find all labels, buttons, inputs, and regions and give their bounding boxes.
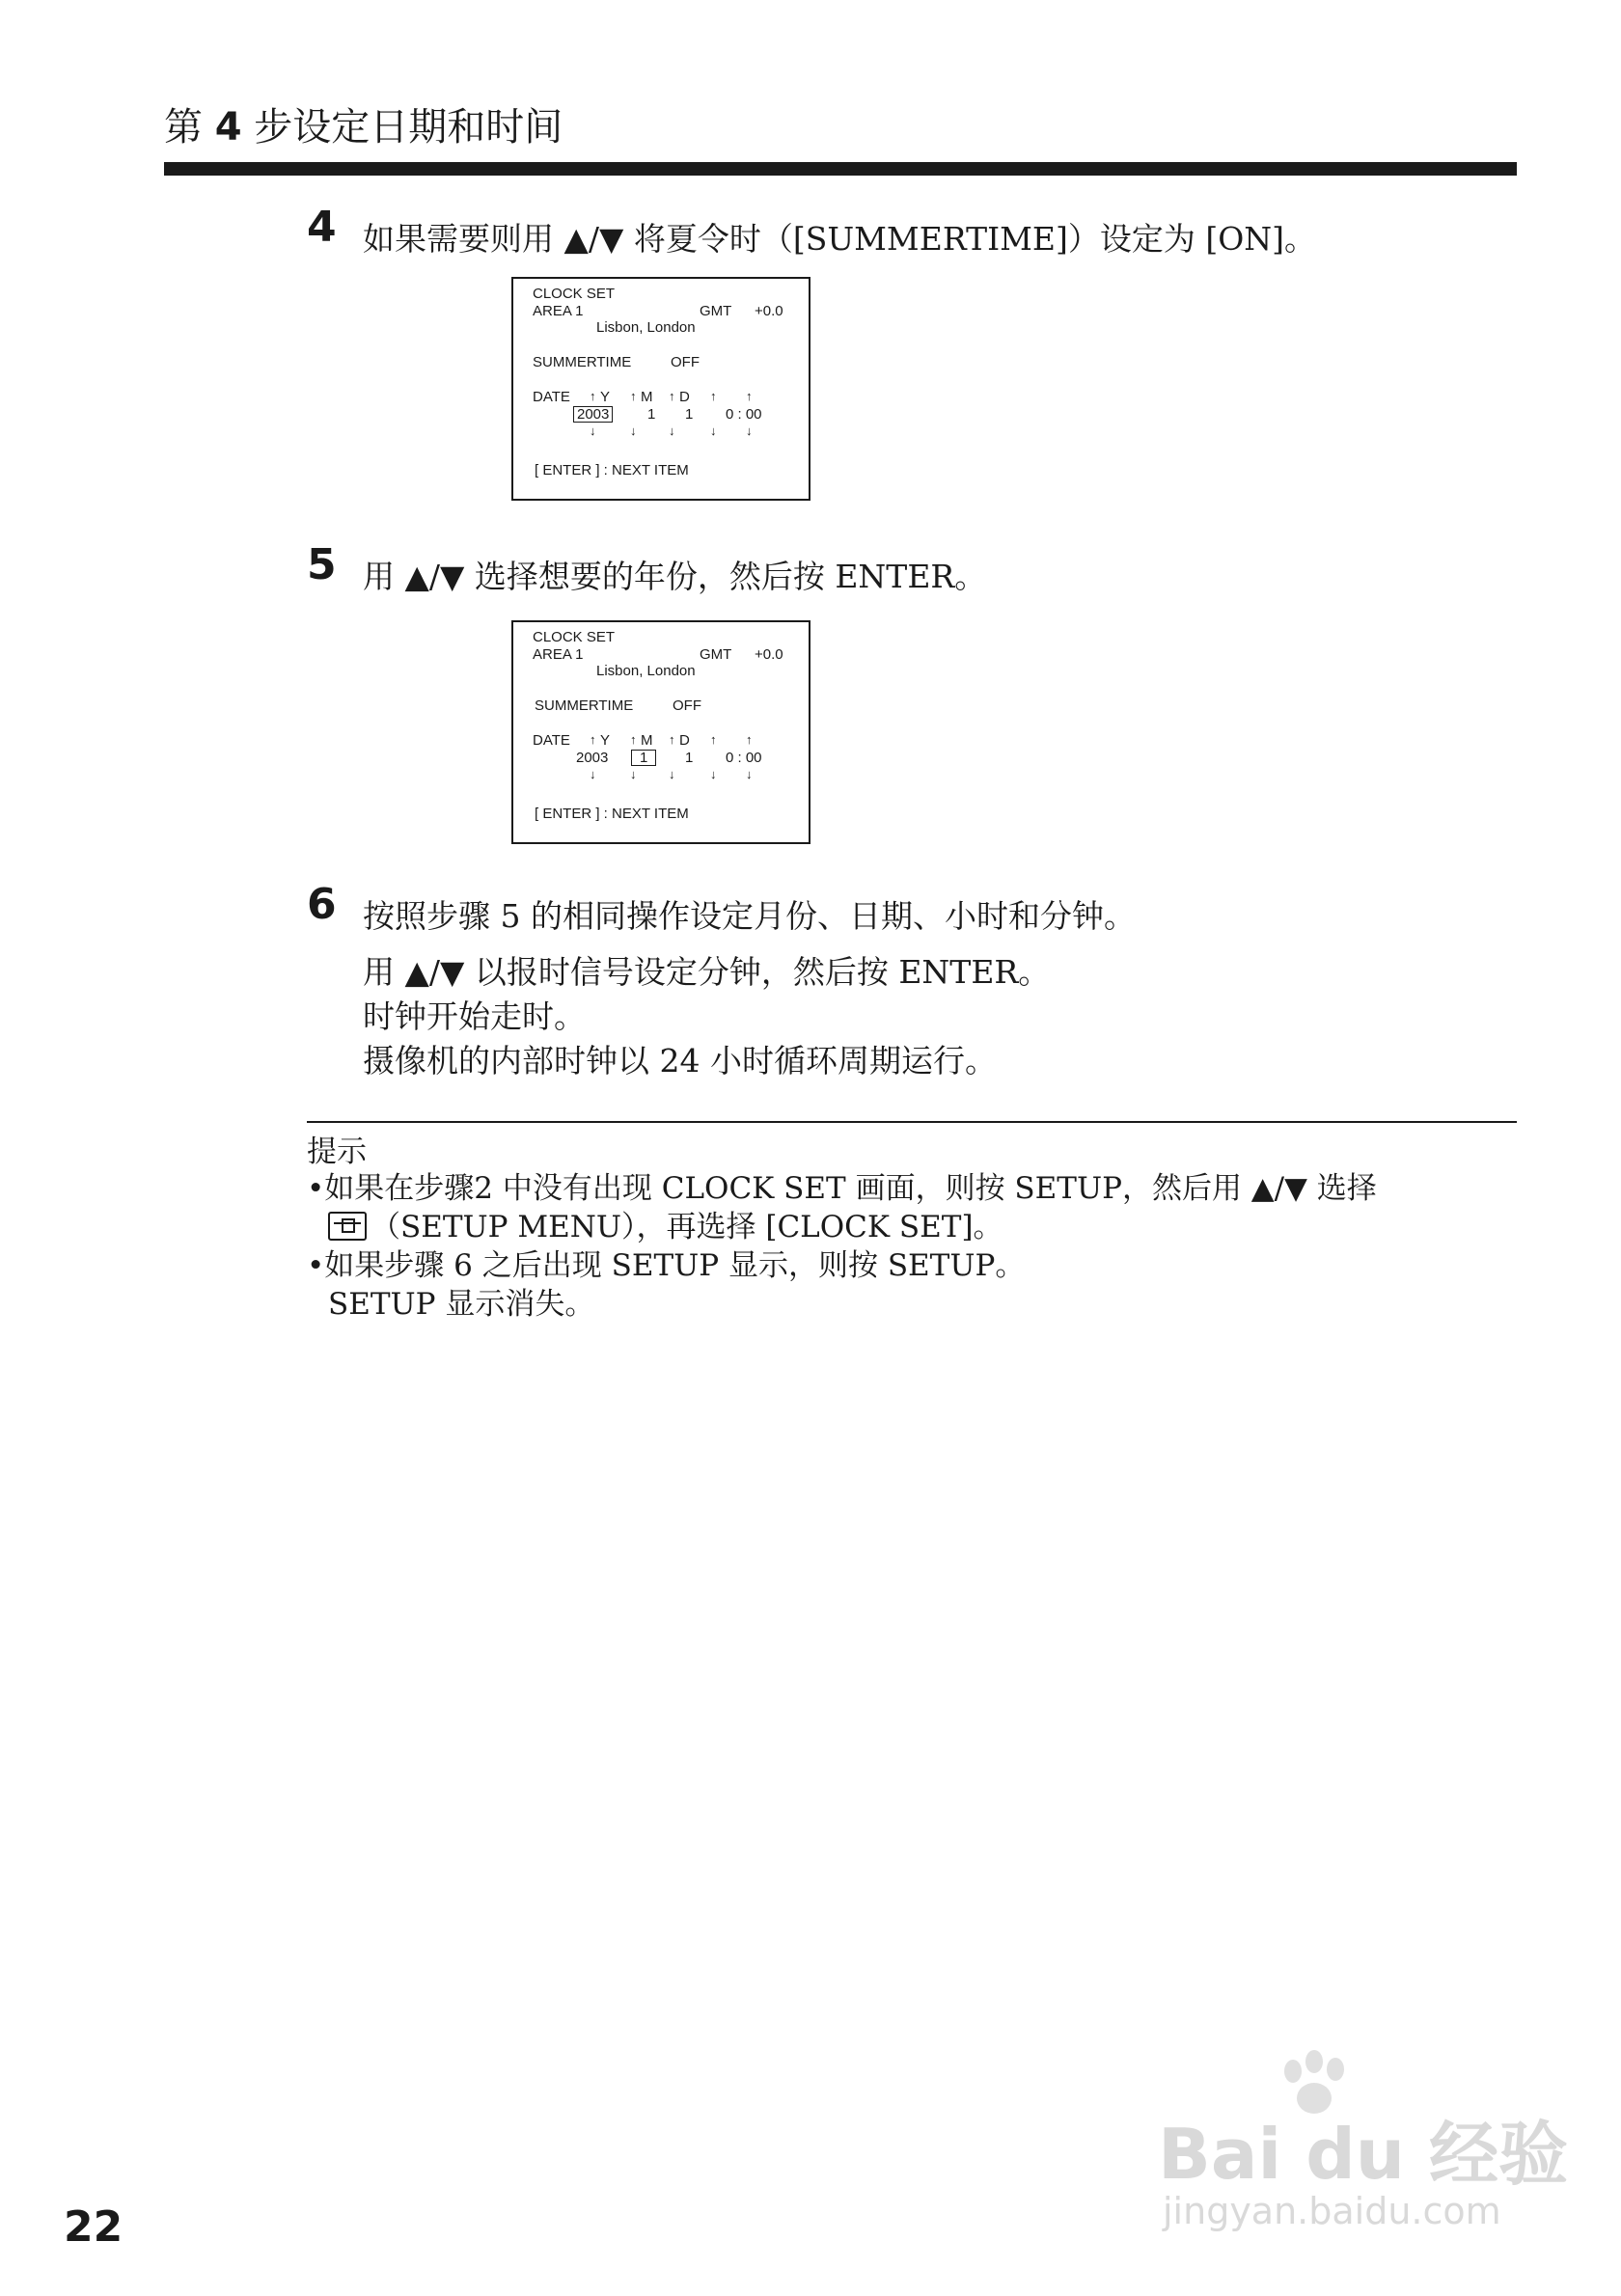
day-down-arrow-icon: ↓ [669, 767, 675, 781]
year-up-arrow-icon: ↑ [590, 732, 596, 747]
clock-set-screen-1 [511, 277, 810, 501]
step-6-number: 6 [307, 880, 337, 929]
tip-1-line-1: 如果在步骤2 中没有出现 CLOCK SET 画面，则按 SETUP，然后用 ▲/▼ 选择 [324, 1171, 1377, 1206]
screen-month-value: 1 [647, 406, 656, 423]
title-prefix: 第 [164, 105, 203, 150]
screen-summertime-value: OFF [671, 354, 700, 370]
tip-2-line-1: 如果步骤 6 之后出现 SETUP 显示，则按 SETUP。 [324, 1248, 1026, 1283]
screen-footer: [ ENTER ] : NEXT ITEM [535, 462, 689, 478]
minute-up-arrow-icon: ↑ [746, 389, 753, 403]
screen-year-label: Y [600, 389, 611, 405]
tip-1 [307, 1163, 1377, 1207]
month-down-arrow-icon: ↓ [630, 767, 637, 781]
step-6-text: 按照步骤 5 的相同操作设定月份、日期、小时和分钟。 [363, 897, 1136, 935]
tip-2-bullet: • [307, 1248, 325, 1283]
screen-time-value: 0 : 00 [726, 750, 762, 766]
screen-offset: +0.0 [755, 303, 783, 319]
step-6-line-2: 时钟开始走时。 [363, 998, 586, 1035]
minute-down-arrow-icon: ↓ [746, 767, 753, 781]
screen-month-label: M [641, 732, 653, 749]
minute-up-arrow-icon: ↑ [746, 732, 753, 747]
month-up-arrow-icon: ↑ [630, 732, 637, 747]
year-down-arrow-icon: ↓ [590, 424, 596, 438]
screen-year-value-selected: 2003 [573, 406, 613, 423]
screen-gmt: GMT [700, 646, 732, 663]
title-suffix: 步设定日期和时间 [254, 105, 563, 150]
page-number: 22 [64, 2202, 124, 2252]
screen-month-label: M [641, 389, 653, 405]
step-4-number: 4 [307, 203, 337, 252]
year-down-arrow-icon: ↓ [590, 767, 596, 781]
screen-city: Lisbon, London [596, 663, 696, 679]
screen-time-value: 0 : 00 [726, 406, 762, 423]
screen-summertime-label: SUMMERTIME [535, 697, 634, 714]
hour-down-arrow-icon: ↓ [710, 767, 717, 781]
screen-area: AREA 1 [533, 303, 584, 319]
step-6-line-1: 用 ▲/▼ 以报时信号设定分钟，然后按 ENTER。 [363, 953, 1051, 991]
screen-gmt: GMT [700, 303, 732, 319]
minute-down-arrow-icon: ↓ [746, 424, 753, 438]
step-4-text: 如果需要则用 ▲/▼ 将夏令时（[SUMMERTIME]）设定为 [ON]。 [363, 220, 1317, 258]
screen-month-value-selected: 1 [631, 750, 656, 766]
screen-area: AREA 1 [533, 646, 584, 663]
screen-title: CLOCK SET [533, 629, 616, 645]
step-5-number: 5 [307, 540, 337, 589]
tips-rule [307, 1121, 1517, 1123]
screen-day-label: D [679, 732, 690, 749]
tip-1-bullet: • [307, 1171, 325, 1206]
screen-day-value: 1 [685, 750, 694, 766]
month-down-arrow-icon: ↓ [630, 424, 637, 438]
hour-up-arrow-icon: ↑ [710, 389, 717, 403]
screen-day-label: D [679, 389, 690, 405]
tip-2-line-2: SETUP 显示消失。 [328, 1287, 595, 1322]
screen-title: CLOCK SET [533, 286, 616, 302]
screen-date-label: DATE [533, 732, 570, 749]
watermark-url: jingyan.baidu.com [1163, 2190, 1501, 2232]
day-down-arrow-icon: ↓ [669, 424, 675, 438]
screen-summertime-value: OFF [673, 697, 701, 714]
screen-footer: [ ENTER ] : NEXT ITEM [535, 806, 689, 822]
tip-1-line-2: （SETUP MENU），再选择 [CLOCK SET]。 [371, 1210, 1003, 1244]
year-up-arrow-icon: ↑ [590, 389, 596, 403]
tip-1-line-2-wrap [328, 1202, 1003, 1245]
title-step-number: 4 [214, 105, 242, 150]
header-rule [164, 162, 1517, 176]
month-up-arrow-icon: ↑ [630, 389, 637, 403]
screen-offset: +0.0 [755, 646, 783, 663]
screen-city: Lisbon, London [596, 319, 696, 336]
tips-title: 提示 [307, 1134, 367, 1169]
setup-menu-icon [328, 1212, 367, 1241]
screen-summertime-label: SUMMERTIME [533, 354, 632, 370]
screen-date-label: DATE [533, 389, 570, 405]
step-6-line-3: 摄像机的内部时钟以 24 小时循环周期运行。 [363, 1042, 997, 1080]
day-up-arrow-icon: ↑ [669, 732, 675, 747]
page-title [164, 96, 563, 151]
screen-day-value: 1 [685, 406, 694, 423]
hour-down-arrow-icon: ↓ [710, 424, 717, 438]
step-5-text: 用 ▲/▼ 选择想要的年份，然后按 ENTER。 [363, 558, 987, 595]
day-up-arrow-icon: ↑ [669, 389, 675, 403]
clock-set-screen-2 [511, 620, 810, 844]
screen-year-value: 2003 [576, 750, 609, 766]
tip-2 [307, 1241, 1025, 1284]
screen-year-label: Y [600, 732, 611, 749]
watermark-logo: Bai du 经验 [1158, 2114, 1569, 2195]
hour-up-arrow-icon: ↑ [710, 732, 717, 747]
